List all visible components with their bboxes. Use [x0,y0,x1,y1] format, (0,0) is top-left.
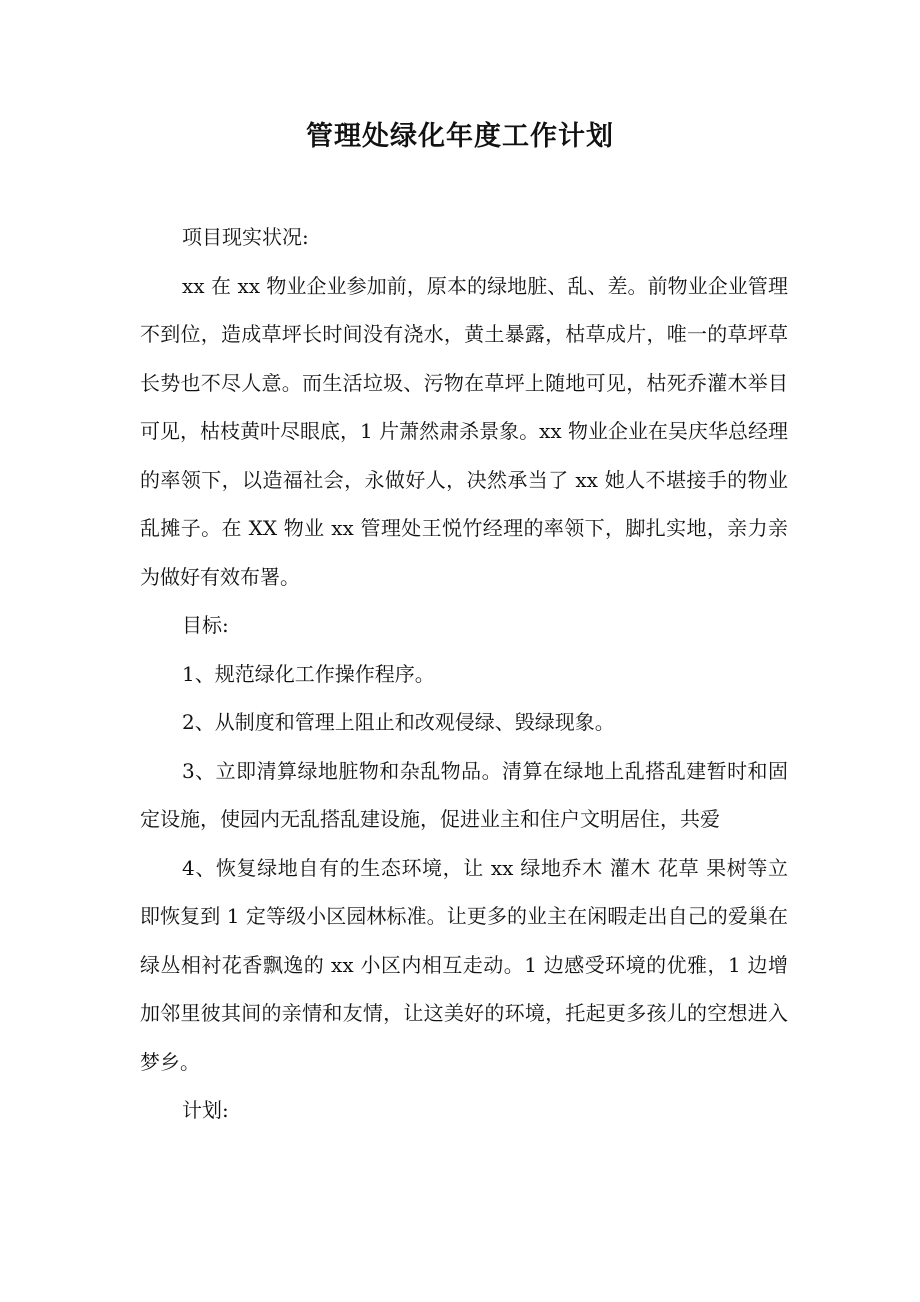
document-title: 管理处绿化年度工作计划 [306,121,614,152]
heading-plan: 计划: [182,1098,229,1122]
document-body [140,213,788,1135]
goal-item-1: 1、规范绿化工作操作程序。 [182,661,435,686]
paragraph-project-status: xx 在 xx 物业企业参加前，原本的绿地脏、乱、差。前物业企业管理不到位，造成草坪长时间没有浇水，黄土暴露，枯草成片，唯一的草坪草长势也不尽人意。而生活垃圾、污物在草坪上随地可见，枯死乔灌木举目可见，枯枝黄叶尽眼底，1 片萧然肃杀景象。xx 物业企业在吴庆华总经理的率领下，以造福社会，永做好人，决然承当了 xx 她人不堪接手的物业乱摊子。在 XX 物业 xx 管理处王悦竹经理的率领下，脚扎实地，亲力亲为做好有效布署。 [140,273,788,589]
goal-item-2: 2、从制度和管理上阻止和改观侵绿、毁绿现象。 [182,710,615,734]
goal-item-3: 3、立即清算绿地脏物和杂乱物品。清算在绿地上乱搭乱建暂时和固定设施，使园内无乱搭乱建设施，促进业主和住户文明居住，共爱 [140,758,788,831]
goal-item-4: 4、恢复绿地自有的生态环境，让 xx 绿地乔木 灌木 花草 果树等立即恢复到 1 定等级小区园林标准。让更多的业主在闲暇走出自己的爱巢在绿丛相衬花香飘逸的 xx 小区内相互走动。1 边感受环境的优雅，1 边增加邻里彼其间的亲情和友情，让这美好的环境，托起更多孩儿的空想进入梦乡。 [140,855,788,1074]
heading-project-status: 项目现实状况: [182,225,309,249]
heading-goals: 目标: [182,613,229,637]
